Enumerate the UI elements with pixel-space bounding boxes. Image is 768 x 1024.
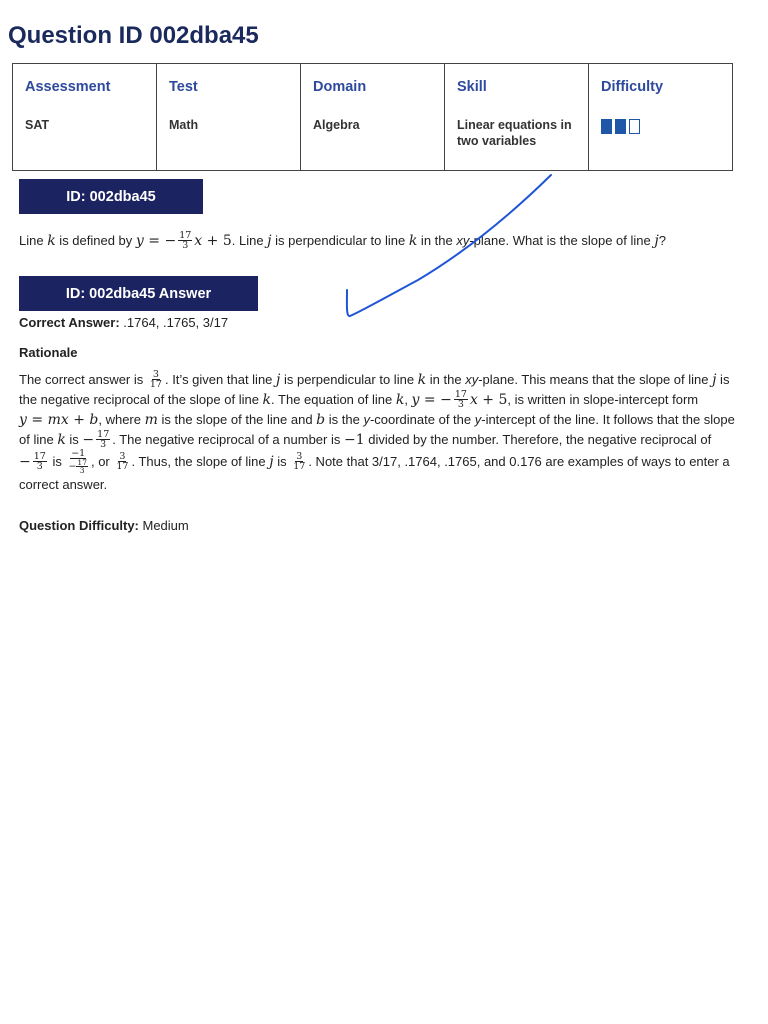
rationale-line <box>19 390 754 410</box>
text-part: is <box>65 432 83 448</box>
fraction-numerator: −1 <box>71 448 86 460</box>
answer-id-banner: ID: 002dba45 Answer <box>19 276 258 311</box>
fraction <box>178 231 192 250</box>
fraction-denominator: 17 <box>293 461 306 473</box>
text-part: of line <box>19 432 58 448</box>
question-difficulty <box>19 516 189 536</box>
difficulty-bar-filled <box>601 119 612 134</box>
rationale-text <box>19 370 754 495</box>
fraction-numerator: 3 <box>296 451 303 463</box>
header-test: Test <box>157 64 301 112</box>
cell-assessment: SAT <box>13 111 157 171</box>
text-part: , where <box>98 412 145 428</box>
cell-skill: Linear equations in two variables <box>445 111 589 171</box>
text-part: , or <box>90 454 114 470</box>
question-text-part: in the <box>417 233 457 248</box>
math-k: k <box>262 392 272 409</box>
math-x: x <box>60 412 69 429</box>
xy-label: xy <box>465 372 479 387</box>
correct-answer-value: .1764, .1765, 3/17 <box>119 315 229 330</box>
math-j: j <box>267 233 272 249</box>
rationale-line <box>19 475 754 495</box>
text-part: is <box>48 454 66 470</box>
math-x: x <box>194 233 203 249</box>
table-row <box>13 111 733 171</box>
fraction-denominator: 3 <box>36 461 43 473</box>
fraction-denominator: − $\frac{17}{3}$ <box>68 458 87 476</box>
math-eq: = − <box>419 392 452 409</box>
fraction <box>115 452 129 471</box>
cell-domain: Algebra <box>301 111 445 171</box>
correct-answer-label: Correct Answer: <box>19 315 120 330</box>
text-part: . The equation of line <box>271 392 396 408</box>
math-y: y <box>411 392 420 409</box>
text-part: -intercept of the line. It follows that the slope <box>481 412 735 428</box>
text-part: . Thus, the slope of line <box>131 454 270 470</box>
fraction-denominator: 3 <box>100 439 107 451</box>
math-eq: = − <box>143 233 177 249</box>
text-part: is <box>273 454 291 470</box>
complex-fraction <box>67 449 89 474</box>
question-text-part: Line <box>19 233 48 248</box>
text-part: . The negative reciprocal of a number is <box>112 432 344 448</box>
fraction-denominator: 3 <box>79 466 85 476</box>
difficulty-meter <box>601 119 640 134</box>
fraction <box>149 370 163 389</box>
difficulty-bar-filled <box>615 119 626 134</box>
text-part: in the <box>426 372 466 387</box>
question-id-banner: ID: 002dba45 <box>19 179 203 214</box>
cell-difficulty <box>589 111 733 171</box>
question-text-part: ? <box>658 233 666 248</box>
math-j: j <box>654 233 659 249</box>
math-plus-5: + 5 <box>202 233 232 249</box>
math-plus: + <box>68 412 90 429</box>
text-part: , is written in slope-intercept form <box>507 392 699 408</box>
rationale-line <box>19 410 754 430</box>
header-assessment: Assessment <box>13 64 157 112</box>
text-part: is the <box>325 412 364 428</box>
fraction <box>292 452 306 471</box>
header-domain: Domain <box>301 64 445 112</box>
fraction-numerator: 17 <box>33 451 46 463</box>
text-part: -plane. This means that the slope of line <box>478 372 713 387</box>
difficulty-value: Medium <box>138 518 189 533</box>
rationale-line <box>19 370 754 390</box>
rationale-line <box>19 450 754 475</box>
math-x: x <box>469 392 478 409</box>
difficulty-bar-empty <box>629 119 640 134</box>
math-j: j <box>269 454 274 471</box>
header-skill: Skill <box>445 64 589 112</box>
math-b: b <box>316 412 326 429</box>
math-m: m <box>144 412 158 429</box>
math-j: j <box>712 372 717 388</box>
fraction-numerator: 17 <box>179 230 192 242</box>
text-part: . It’s given that line <box>164 372 277 387</box>
text-part: is perpendicular to line <box>280 372 418 387</box>
fraction-numerator: 17 <box>77 458 87 468</box>
text-part: correct answer. <box>19 477 108 493</box>
text-part: The correct answer is <box>19 372 147 387</box>
difficulty-label: Question Difficulty: <box>19 518 139 533</box>
text-part: -coordinate of the <box>369 412 475 428</box>
question-text-part: . Line <box>231 233 268 248</box>
y-label: y <box>474 412 482 428</box>
math-k: k <box>417 372 427 388</box>
text-part: the negative reciprocal of the slope of line <box>19 392 263 408</box>
fraction <box>454 390 468 409</box>
y-label: y <box>363 412 370 428</box>
math-k: k <box>395 392 405 409</box>
fraction-numerator: 3 <box>119 451 126 463</box>
fraction-numerator: 17 <box>454 389 467 401</box>
fraction-denominator: 17 <box>116 461 129 473</box>
math-y: y <box>135 233 144 249</box>
header-difficulty: Difficulty <box>589 64 733 112</box>
text-part: is the slope of the line and <box>157 412 317 428</box>
cell-test: Math <box>157 111 301 171</box>
question-text <box>19 231 754 251</box>
math-minus: − <box>19 454 31 471</box>
fraction <box>96 430 110 449</box>
xy-label: xy <box>456 233 470 248</box>
text-part: , <box>404 392 412 408</box>
math-b: b <box>89 412 99 429</box>
fraction-denominator: 3 <box>457 399 464 411</box>
fraction-denominator: 17 <box>149 379 162 391</box>
text-part: divided by the number. Therefore, the negative reciprocal of <box>364 432 712 448</box>
math-k: k <box>408 233 418 249</box>
text-part: . Note that 3/17, .1764, .1765, and 0.176 are examples of ways to enter a <box>308 454 730 470</box>
page-title: Question ID 002dba45 <box>8 22 259 49</box>
fraction-numerator: 17 <box>97 429 110 441</box>
math-neg-one: −1 <box>343 432 365 449</box>
table-header-row <box>13 64 733 112</box>
math-m: m <box>47 412 61 429</box>
fraction <box>33 452 47 471</box>
math-k: k <box>57 432 66 449</box>
inner-fraction <box>76 459 88 474</box>
correct-answer <box>19 313 228 333</box>
question-text-part: is perpendicular to line <box>271 233 409 248</box>
math-k: k <box>47 233 56 249</box>
math-plus-5: + 5 <box>477 392 508 409</box>
fraction-denominator: 3 <box>182 240 189 252</box>
math-equals: = <box>26 412 48 429</box>
text-part: is <box>716 372 730 387</box>
rationale-heading-text: Rationale <box>19 345 78 360</box>
question-text-part: -plane. What is the slope of line <box>469 233 655 248</box>
math-minus: − <box>82 432 95 449</box>
rationale-heading <box>19 343 78 363</box>
question-text-part: is defined by <box>55 233 136 248</box>
question-metadata-table <box>12 63 733 171</box>
fraction-numerator: 3 <box>152 369 159 381</box>
math-j: j <box>276 372 281 388</box>
rationale-line <box>19 430 754 450</box>
math-y: y <box>19 412 27 429</box>
